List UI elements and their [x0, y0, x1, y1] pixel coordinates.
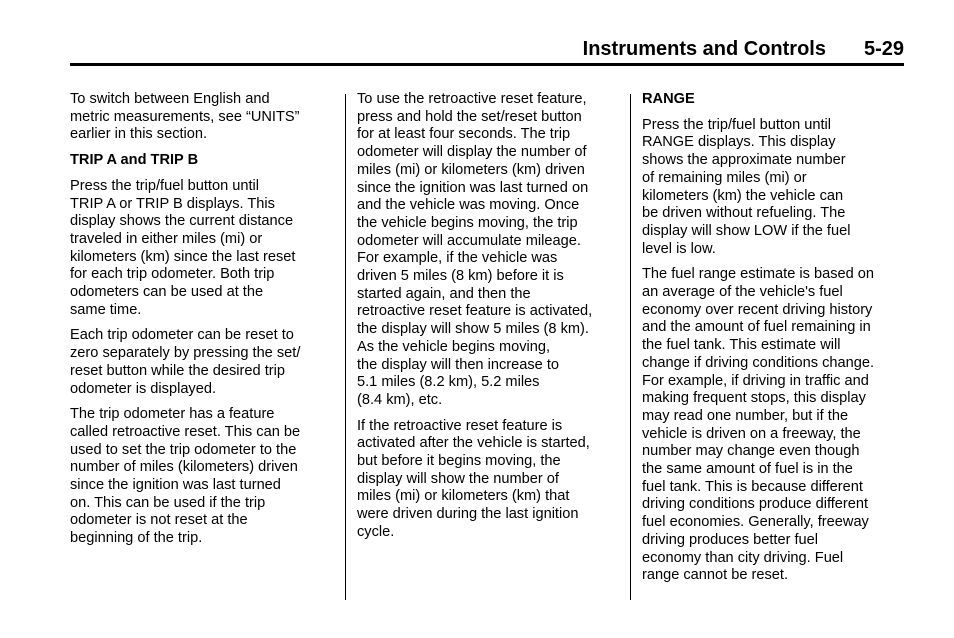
retroactive-before-moving-paragraph: If the retroactive reset feature is activated after the vehicle is started, but before it begins moving, the display will show the number of miles (mi) or kilometers (km) that were driven during the last ignition cycle.	[357, 417, 590, 540]
page-number: 5-29	[863, 38, 904, 60]
section-title: Instruments and Controls	[582, 38, 826, 60]
range-heading: RANGE	[642, 91, 695, 107]
text-column-3	[642, 91, 904, 593]
range-display-paragraph: Press the trip/fuel button until RANGE displays. This display shows the approximate number of remaining miles (mi) or kilometers (km) the vehicle can be driven without refueling. The display will show LOW if the fuel level is low.	[642, 116, 851, 257]
trip-heading: TRIP A and TRIP B	[70, 152, 199, 169]
text-column-2	[357, 91, 619, 550]
column-divider-1	[345, 94, 346, 600]
header-divider	[70, 63, 904, 66]
retroactive-intro-paragraph: The trip odometer has a feature called retroactive reset. This can be used to set the trip odometer to the number of miles (kilometers) driven since the ignition was last turned on. This can be used if the trip odometer is not reset at the beginning of the trip.	[70, 406, 301, 547]
trip-reset-paragraph: Each trip odometer can be reset to zero separately by pressing the set/ reset button while the desired trip odometer is displayed.	[70, 327, 301, 397]
range-estimate-paragraph: The fuel range estimate is based on an average of the vehicle's fuel economy over recent driving history and the amount of fuel remaining in the fuel tank. This estimate will change if driving conditions change. For example, if driving in traffic and making frequent stops, this display may read one number, but if the vehicle is driven on a freeway, the number may change even though the same amount of fuel is in the fuel tank. This is because different driving conditions produce different fuel economies. Generally, freeway driving produces better fuel economy than city driving. Fuel range cannot be reset.	[642, 266, 875, 584]
text-column-1	[70, 91, 332, 556]
column-divider-2	[630, 94, 631, 600]
trip-display-paragraph: Press the trip/fuel button until TRIP A or TRIP B displays. This display shows the current distance traveled in either miles (mi) or kilometers (km) since the last reset for each trip odometer. Both trip odometers can be used at the same time.	[70, 177, 296, 318]
units-paragraph: To switch between English and metric measurements, see “UNITS” earlier in this section.	[70, 91, 300, 143]
retroactive-usage-paragraph: To use the retroactive reset feature, press and hold the set/reset button for at least four seconds. The trip odometer will display the number of miles (mi) or kilometers (km) driven since the ignition was last turned on and the vehicle was moving. Once the vehicle begins moving, the trip odometer will accumulate mileage. For example, if the vehicle was driven 5 miles (8 km) before it is started again, and then the retroactive reset feature is activated, the display will show 5 miles (8 km). As the vehicle begins moving, the display will then increase to 5.1 miles (8.2 km), 5.2 miles (8.4 km), etc.	[357, 91, 593, 408]
